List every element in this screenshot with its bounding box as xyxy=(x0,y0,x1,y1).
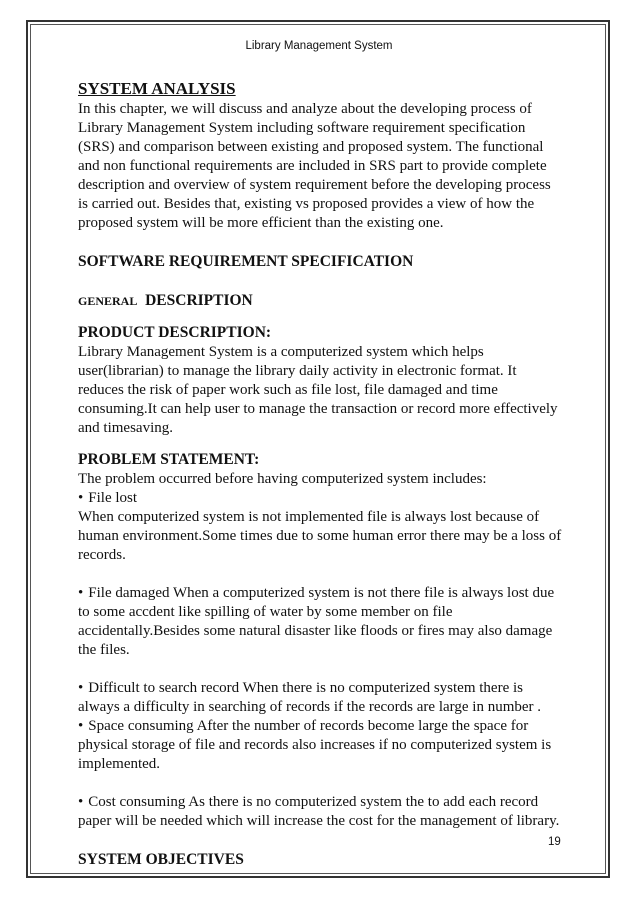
paragraph-line: Library Management System is a computerized system which helps xyxy=(78,344,484,360)
paragraph-line: user(librarian) to manage the library daily activity in electronic format. It xyxy=(78,363,517,379)
page-number: 19 xyxy=(548,836,561,848)
heading-general-rest: DESCRIPTION xyxy=(145,292,253,309)
heading-system-objectives: SYSTEM OBJECTIVES xyxy=(78,851,244,868)
paragraph-line: In this chapter, we will discuss and analyze about the developing process of xyxy=(78,101,532,117)
bullet-item: • Space consuming After the number of records become large the space for xyxy=(78,717,570,736)
paragraph-line: and non functional requirements are included in SRS part to provide complete xyxy=(78,158,547,174)
paragraph-line: Library Management System including software requirement specification xyxy=(78,120,526,136)
heading-srs: SOFTWARE REQUIREMENT SPECIFICATION xyxy=(78,253,414,270)
paragraph-line: The problem occurred before having computerized system includes: xyxy=(78,471,487,487)
paragraph-line: (SRS) and comparison between existing and proposed system. The functional xyxy=(78,139,544,155)
paragraph-line: human environment.Some times due to some human error there may be a loss of xyxy=(78,528,562,544)
paragraph-line: to some accdent like spilling of water by some member on file xyxy=(78,604,453,620)
paragraph-line: the files. xyxy=(78,642,130,658)
paragraph-line: description and overview of system requirement before the developing process xyxy=(78,177,551,193)
paragraph-line: is carried out. Besides that, existing vs proposed provides a view of how the xyxy=(78,196,535,212)
paragraph-line: proposed system will be more efficient than the existing one. xyxy=(78,215,444,231)
running-header: Library Management System xyxy=(245,40,393,52)
heading-problem-statement: PROBLEM STATEMENT: xyxy=(78,451,260,468)
paragraph-line: accidentally.Besides some natural disaster like floods or fires may also damage xyxy=(78,623,553,639)
bullet-item: • File lost xyxy=(78,489,570,508)
heading-general-description xyxy=(78,291,570,311)
paragraph-line: implemented. xyxy=(78,756,161,772)
paragraph-line: always a difficulty in searching of records if the records are large in number . xyxy=(78,699,542,715)
paragraph-line: consuming.It can help user to manage the transaction or record more effectively xyxy=(78,401,558,417)
heading-product-description: PRODUCT DESCRIPTION: xyxy=(78,324,272,341)
paragraph-line: reduces the risk of paper work such as file lost, file damaged and time xyxy=(78,382,498,398)
page-content xyxy=(78,74,570,870)
paragraph-line: physical storage of file and records also increases if no computerized system is xyxy=(78,737,552,753)
paragraph-line: and timesaving. xyxy=(78,420,173,436)
paragraph-line: paper will be needed which will increase the cost for the management of library. xyxy=(78,813,560,829)
bullet-item: • File damaged When a computerized system is not there file is always lost due xyxy=(78,584,570,603)
bullet-item: • Cost consuming As there is no computerized system the to add each record xyxy=(78,793,570,812)
heading-general-small: GENERAL xyxy=(78,294,138,308)
paragraph-line: records. xyxy=(78,547,126,563)
bullet-item: • Difficult to search record When there is no computerized system there is xyxy=(78,679,570,698)
heading-system-analysis: SYSTEM ANALYSIS xyxy=(78,79,236,98)
paragraph-line: When computerized system is not implemented file is always lost because of xyxy=(78,509,540,525)
